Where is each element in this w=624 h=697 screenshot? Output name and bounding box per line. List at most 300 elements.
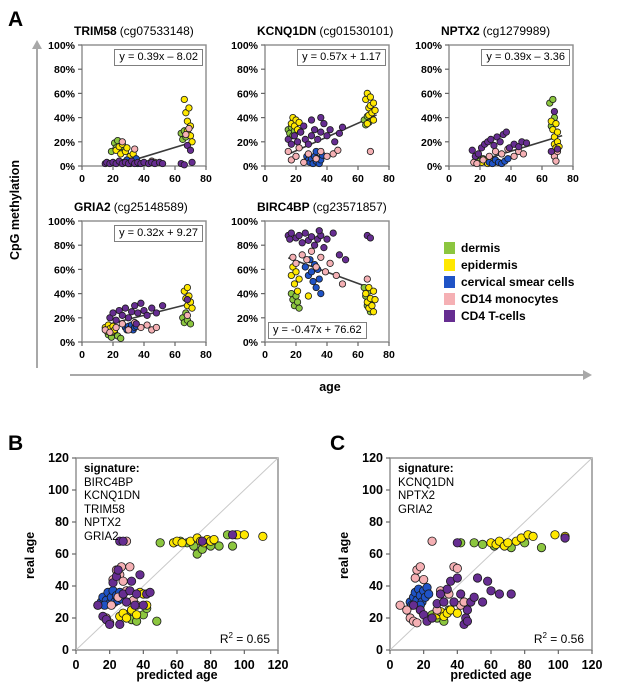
y-tick-label: 0 [376, 643, 383, 657]
legend-label: dermis [461, 240, 501, 255]
x-tick-label: 0 [446, 173, 452, 185]
scatter-canvas [227, 216, 397, 366]
regression-equation: y = 0.57x + 1.17 [297, 49, 386, 66]
y-tick-label: 0 [62, 643, 69, 657]
data-point [135, 310, 141, 316]
data-point [94, 601, 102, 609]
regression-equation: y = 0.32x + 9.27 [114, 225, 203, 242]
data-point [305, 293, 311, 299]
data-point [318, 129, 324, 135]
x-tick-label: 0 [79, 349, 85, 361]
data-point [228, 542, 236, 550]
data-point [339, 124, 345, 130]
r-squared-value: $R^2 = 0.56$ [533, 631, 584, 646]
data-point [473, 574, 481, 582]
data-point [132, 590, 140, 598]
data-point [470, 593, 478, 601]
x-tick-label: 80 [383, 173, 395, 185]
signature-gene: NPTX2 [398, 490, 436, 502]
data-point [553, 120, 559, 126]
y-tick-label: 100 [362, 483, 383, 497]
data-point [113, 324, 119, 330]
cd4-swatch-icon [444, 310, 455, 322]
cg-id: (cg23571857) [312, 200, 387, 214]
x-tick-label: 80 [203, 658, 218, 672]
data-point [210, 535, 218, 543]
y-tick-label: 0% [59, 161, 75, 173]
data-point [520, 151, 526, 157]
data-point [478, 540, 486, 548]
data-point [293, 153, 299, 159]
y-tick-label: 20% [53, 312, 75, 325]
chart-title [257, 24, 393, 38]
data-point [159, 303, 165, 309]
signature-gene: TRIM58 [84, 503, 125, 516]
data-point [136, 571, 144, 579]
cg-id: (cg01530101) [319, 24, 394, 38]
data-point [186, 125, 192, 131]
legend-label: cervical smear cells [461, 274, 575, 289]
y-tick-label: 0% [242, 337, 258, 349]
gene-name: KCNQ1DN [257, 24, 317, 38]
x-tick-label: 60 [170, 658, 184, 672]
data-point [411, 574, 419, 582]
data-point [181, 162, 187, 168]
panel-a-label: A [8, 8, 24, 31]
chart-panel-b [23, 450, 288, 690]
data-point [553, 158, 559, 164]
data-point [119, 139, 125, 145]
x-tick-label: 20 [107, 349, 119, 361]
data-point [324, 133, 330, 139]
y-tick-label: 20% [236, 136, 258, 149]
data-point [114, 566, 122, 574]
x-tick-label: 20 [290, 173, 302, 185]
data-point [304, 257, 310, 263]
y-tick-label: 80% [53, 240, 75, 253]
data-point [297, 129, 303, 135]
data-point [463, 606, 471, 614]
cg-id: (cg25148589) [113, 200, 188, 214]
legend-item-cd4 [444, 309, 574, 322]
y-axis-arrow-head-icon [32, 40, 42, 49]
data-point [333, 272, 339, 278]
data-point [339, 281, 345, 287]
data-point [327, 260, 333, 266]
y-tick-label: 80 [55, 515, 69, 529]
signature-title: signature: [84, 463, 140, 475]
y-tick-label: 40 [369, 579, 383, 593]
data-point [324, 153, 330, 159]
data-point [228, 531, 236, 539]
data-point [240, 531, 248, 539]
data-point [187, 147, 193, 153]
data-point [453, 609, 461, 617]
cervical-swatch-icon [444, 276, 455, 288]
data-point [308, 117, 314, 123]
data-point [492, 148, 498, 154]
data-point [321, 244, 327, 250]
legend-label: CD14 monocytes [461, 291, 559, 306]
data-point [105, 620, 113, 628]
signature-title: signature: [398, 463, 454, 475]
data-point [336, 130, 342, 136]
data-point [529, 532, 537, 540]
y-axis-arrow-line [36, 48, 38, 368]
data-point [413, 619, 421, 627]
data-point [183, 131, 189, 137]
data-point [315, 136, 321, 142]
y-tick-label: 0% [59, 337, 75, 349]
regression-equation: y = 0.39x – 8.02 [114, 49, 203, 66]
x-axis-arrow-head-icon [583, 370, 592, 380]
data-point [336, 252, 342, 258]
chart-title [441, 24, 550, 38]
data-point [475, 151, 481, 157]
data-point [554, 146, 560, 152]
data-point [428, 537, 436, 545]
data-point [184, 284, 190, 290]
y-tick-label: 80% [420, 64, 442, 77]
x-axis-arrow-line [70, 374, 584, 376]
y-tick-label: 40 [55, 579, 69, 593]
x-tick-label: 60 [352, 349, 364, 361]
data-point [156, 539, 164, 547]
data-point [159, 160, 165, 166]
data-point [369, 303, 375, 309]
data-point [294, 299, 300, 305]
y-tick-label: 20% [236, 312, 258, 325]
data-point [301, 159, 307, 165]
x-tick-label: 20 [416, 658, 431, 672]
data-point [370, 288, 376, 294]
x-tick-label: 40 [321, 173, 333, 185]
y-tick-label: 120 [48, 451, 69, 465]
x-tick-label: 100 [547, 658, 569, 672]
data-point [453, 539, 461, 547]
data-point [550, 96, 556, 102]
y-tick-label: 100 [48, 483, 69, 497]
predicted-age-axis-label: predicted age [450, 668, 532, 682]
r-squared-value: $R^2 = 0.65$ [219, 631, 270, 646]
data-point [416, 563, 424, 571]
data-point [308, 234, 314, 240]
x-tick-label: 60 [169, 173, 181, 185]
data-point [119, 321, 125, 327]
data-point [184, 296, 190, 302]
data-point [327, 127, 333, 133]
data-point [299, 240, 305, 246]
data-point [308, 133, 314, 139]
data-point [138, 300, 144, 306]
data-point [122, 598, 130, 606]
y-tick-label: 60% [53, 88, 75, 101]
data-point [330, 230, 336, 236]
data-point [372, 296, 378, 302]
data-point [367, 235, 373, 241]
x-tick-label: 40 [138, 173, 150, 185]
data-point [419, 575, 427, 583]
data-point [296, 145, 302, 151]
chart-title [74, 24, 194, 38]
data-point [127, 577, 135, 585]
data-point [290, 254, 296, 260]
data-point [443, 585, 451, 593]
legend-label: epidermis [461, 257, 518, 272]
chart-trim58 [44, 24, 214, 190]
panel-b-label: B [8, 432, 24, 455]
x-tick-label: 60 [536, 173, 548, 185]
data-point [153, 324, 159, 330]
data-point [310, 278, 316, 284]
scatter-canvas [34, 450, 288, 690]
data-point [293, 269, 299, 275]
cg-id: (cg07533148) [119, 24, 194, 38]
data-point [139, 601, 147, 609]
y-tick-label: 0% [426, 161, 442, 173]
y-tick-label: 120 [362, 451, 383, 465]
legend-item-cd14 [444, 292, 574, 305]
data-point [124, 145, 130, 151]
panel-c-plot [348, 450, 602, 695]
chart-title [257, 200, 387, 214]
data-point [491, 142, 497, 148]
data-point [523, 140, 529, 146]
data-point [480, 157, 486, 163]
x-tick-label: 20 [474, 173, 486, 185]
y-tick-label: 100% [48, 216, 75, 228]
data-point [450, 598, 458, 606]
y-tick-label: 80% [53, 64, 75, 77]
data-point [469, 147, 475, 153]
dermis-swatch-icon [444, 242, 455, 254]
data-point [440, 598, 448, 606]
x-tick-label: 0 [72, 658, 80, 672]
data-point [116, 620, 124, 628]
signature-list [84, 463, 140, 544]
x-tick-label: 0 [262, 173, 268, 185]
y-tick-label: 60 [55, 547, 69, 561]
real-age-axis-label: real age [23, 531, 37, 579]
data-point [296, 305, 302, 311]
data-point [144, 312, 150, 318]
chart-gria2 [44, 200, 214, 366]
x-tick-label: 20 [107, 173, 119, 185]
signature-gene: NPTX2 [84, 517, 122, 529]
x-tick-label: 80 [567, 173, 579, 185]
data-point [474, 160, 480, 166]
chart-birc4bp [227, 200, 397, 366]
legend-item-epidermis [444, 258, 574, 271]
data-point [470, 539, 478, 547]
data-point [259, 532, 267, 540]
data-point [178, 539, 186, 547]
data-point [364, 120, 370, 126]
data-point [364, 276, 370, 282]
y-tick-label: 80% [236, 64, 258, 77]
data-point [321, 120, 327, 126]
data-point [146, 588, 154, 596]
data-point [302, 230, 308, 236]
data-point [463, 617, 471, 625]
x-tick-label: 80 [383, 349, 395, 361]
data-point [372, 107, 378, 113]
y-tick-label: 80% [236, 240, 258, 253]
x-tick-label: 40 [136, 658, 151, 672]
data-point [507, 590, 515, 598]
data-point [318, 114, 324, 120]
y-tick-label: 20 [55, 611, 69, 625]
data-point [126, 563, 134, 571]
data-point [153, 617, 161, 625]
chart-kcnq1dn [227, 24, 397, 190]
data-point [551, 531, 559, 539]
signature-gene: GRIA2 [398, 503, 433, 516]
data-point [428, 614, 436, 622]
epidermis-swatch-icon [444, 259, 455, 271]
data-point [487, 587, 495, 595]
data-point [189, 159, 195, 165]
data-point [318, 254, 324, 260]
x-tick-label: 0 [79, 173, 85, 185]
data-point [318, 148, 324, 154]
y-tick-label: 100% [415, 40, 442, 52]
x-tick-label: 80 [517, 658, 532, 672]
panel-c-label: C [330, 432, 346, 455]
data-point [133, 321, 139, 327]
data-point [107, 329, 113, 335]
y-tick-label: 60% [53, 264, 75, 277]
y-axis-label: CpG methylation [8, 160, 22, 261]
regression-equation: y = -0.47x + 76.62 [268, 322, 367, 339]
scatter-canvas [348, 450, 602, 690]
data-point [132, 611, 140, 619]
data-point [332, 139, 338, 145]
data-point [561, 534, 569, 542]
gene-name: TRIM58 [74, 24, 117, 38]
x-tick-label: 100 [233, 658, 255, 672]
data-point [308, 248, 314, 254]
data-point [107, 601, 115, 609]
y-tick-label: 40% [53, 288, 75, 301]
data-point [181, 96, 187, 102]
x-tick-label: 60 [169, 349, 181, 361]
legend-label: CD4 T-cells [461, 308, 526, 323]
legend-item-dermis [444, 241, 574, 254]
signature-gene: KCNQ1DN [398, 476, 455, 489]
data-point [486, 153, 492, 159]
data-point [131, 601, 139, 609]
data-point [132, 303, 138, 309]
data-point [113, 317, 119, 323]
x-tick-label: 60 [484, 658, 498, 672]
data-point [478, 598, 486, 606]
y-tick-label: 60% [236, 88, 258, 101]
data-point [370, 117, 376, 123]
x-tick-label: 120 [267, 658, 288, 672]
y-tick-label: 20 [369, 611, 383, 625]
data-point [132, 146, 138, 152]
x-tick-label: 80 [200, 349, 212, 361]
birc4bp-plot [227, 216, 397, 371]
x-tick-label: 80 [200, 173, 212, 185]
data-point [324, 236, 330, 242]
data-point [294, 288, 300, 294]
data-point [293, 260, 299, 266]
y-tick-label: 20% [53, 136, 75, 149]
x-tick-label: 120 [581, 658, 602, 672]
data-point [554, 129, 560, 135]
cd14-swatch-icon [444, 293, 455, 305]
x-tick-label: 20 [290, 349, 302, 361]
data-point [370, 309, 376, 315]
data-point [488, 136, 494, 142]
data-point [285, 148, 291, 154]
chart-title [74, 200, 188, 214]
y-tick-label: 40% [53, 112, 75, 125]
data-point [288, 141, 294, 147]
data-point [118, 335, 124, 341]
data-point [291, 133, 297, 139]
real-age-axis-label: real age [337, 531, 351, 579]
data-point [457, 590, 465, 598]
signature-gene: BIRC4BP [84, 476, 134, 489]
y-tick-label: 60% [420, 88, 442, 101]
y-tick-label: 100% [48, 40, 75, 52]
data-point [296, 276, 302, 282]
x-tick-label: 40 [321, 349, 333, 361]
chart-panel-c [337, 450, 602, 690]
data-point [503, 129, 509, 135]
x-tick-label: 40 [450, 658, 465, 672]
data-point [483, 577, 491, 585]
data-point [497, 139, 503, 145]
data-point [296, 232, 302, 238]
data-point [153, 310, 159, 316]
data-point [287, 236, 293, 242]
data-point [125, 315, 131, 321]
data-point [305, 141, 311, 147]
signature-gene: GRIA2 [84, 530, 119, 543]
data-point [367, 148, 373, 154]
y-tick-label: 60 [369, 547, 383, 561]
y-tick-label: 20% [420, 136, 442, 149]
data-point [311, 127, 317, 133]
y-tick-label: 0% [242, 161, 258, 173]
x-tick-label: 0 [262, 349, 268, 361]
x-axis-label: age [319, 380, 341, 394]
data-point [318, 290, 324, 296]
data-point [453, 564, 461, 572]
data-point [294, 139, 300, 145]
y-tick-label: 100% [231, 216, 258, 228]
chart-nptx2 [411, 24, 581, 190]
data-point [311, 242, 317, 248]
data-point [453, 574, 461, 582]
gene-name: NPTX2 [441, 24, 480, 38]
data-point [342, 257, 348, 263]
data-point [495, 590, 503, 598]
data-point [305, 151, 311, 157]
y-tick-label: 60% [236, 264, 258, 277]
y-tick-label: 40% [420, 112, 442, 125]
data-point [186, 105, 192, 111]
data-point [548, 148, 554, 154]
predicted-age-axis-label: predicted age [136, 668, 218, 682]
regression-equation: y = 0.39x – 3.36 [481, 49, 570, 66]
x-tick-label: 60 [352, 173, 364, 185]
gene-name: GRIA2 [74, 200, 111, 214]
